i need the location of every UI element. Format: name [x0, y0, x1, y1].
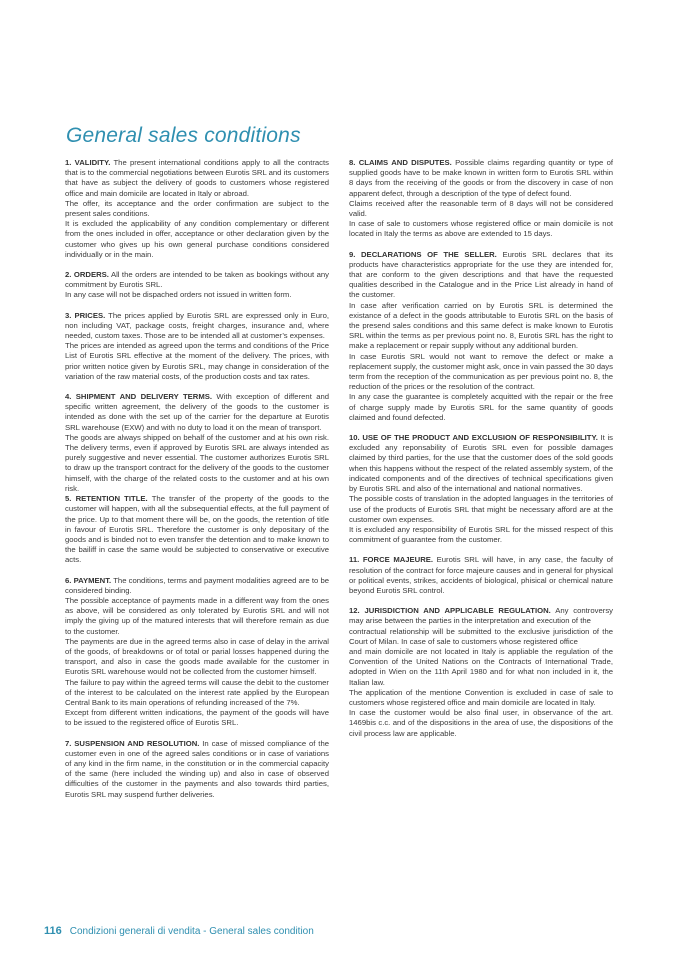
page-number: 116 — [44, 925, 62, 937]
section-orders — [65, 270, 329, 301]
section-use-of-product — [349, 433, 613, 545]
section-title: 12. JURISDICTION AND APPLICABLE REGULATION. — [349, 606, 551, 616]
section-title: 11. FORCE MAJEURE. — [349, 555, 434, 565]
section-text: In any case the guarantee is completely acquitted with the repair or the free of charge supply made by Eurotis SRL for the same quantity of goods claimed and found defected. — [349, 392, 613, 422]
section-text: It is excluded the applicability of any condition complementary or different from the ones included in offer, acceptance or other declaration given by the customer who gives up his own general purchase conditions considered individually or in the main. — [65, 219, 329, 259]
section-title: 1. VALIDITY. — [65, 158, 111, 167]
section-validity — [65, 158, 329, 260]
section-title: 5. RETENTION TITLE. — [65, 494, 148, 504]
section-title: 4. SHIPMENT AND DELIVERY TERMS. — [65, 392, 213, 402]
section-retention-title — [65, 494, 329, 565]
section-text: Any controversy may arise between the parties in the interpretation and execution of the — [349, 606, 614, 626]
section-text: and main domicile are not located in Italy is appliable the regulation of the Convention of the United Nations on the Contracts of International Trade, adopted in Wien on the 11th April 1980 and for what non included in it, the Italian law. — [349, 646, 613, 687]
section-text: With exception of different and specific written agreement, the delivery of the goods to the customer is intended as done with the set up of the carrier for the departure at Eurotis SRL warehouse (EXW) and with no duty to load it on the mean of transport. — [65, 392, 330, 432]
section-text: The payments are due in the agreed terms also in case of delay in the arrival of the goods, of breakdowns or of total or parial losses happened during the transport, and also in case the goods made available for the customer in Eurotis SRL warehouse would not be collected from the customer himself. — [65, 636, 329, 677]
section-suspension — [65, 739, 329, 800]
section-text: In any case will not be dispached orders not issued in written form. — [65, 290, 292, 300]
section-text: The offer, its acceptance and the order confirmation are subject to the present sales conditions. — [65, 198, 329, 219]
section-payment — [65, 576, 329, 729]
section-title: 6. PAYMENT. — [65, 575, 112, 585]
section-claims — [349, 158, 613, 240]
section-title: 7. SUSPENSION AND RESOLUTION. — [65, 738, 200, 748]
section-jurisdiction — [349, 606, 613, 739]
section-force-majeure — [349, 555, 613, 596]
section-text: Possible claims regarding quantity or type of supplied goods have to be make known in written form to Eurotis SRL within 8 days from the receiving of the goods or from the discovery in case of non apparent defect, through a description of the type of defect found. — [349, 158, 613, 198]
section-text: The prices are intended as agreed upon the terms and conditions of the Price List of Eurotis SRL effective at the moment of the delivery. The prices, with prior written notice given by Eurotis SRL, may change in consideration of the variation of the raw material costs, of the production costs and tax rates. — [65, 341, 329, 381]
section-title: 10. USE OF THE PRODUCT AND EXCLUSION OF RESPONSIBILITY. — [349, 433, 598, 443]
section-text: Claims received after the reasonable term of 8 days will not be considered valid. — [349, 198, 613, 219]
section-text: The application of the mentione Convention is excluded in case of sale to customers whose registered office and main domicile are located in Italy. — [349, 687, 613, 707]
section-text: It is excluded any reponsability of Eurotis SRL even for possible damages claimed by third parties, for the use that the customer does of the sold goods when this happens without the respect of the related assembly system, of the indicated components and of the directives of technical specifications given by Eurotis SRL and also of the international and national normatives. — [349, 433, 613, 494]
right-column — [349, 158, 613, 749]
section-text: In case the customer would be also final user, in observance of the art. 1469bis c.c. and of the dispositions in the area of use, the dispositions of the civil process law are applicable. — [349, 708, 613, 738]
footer-text: Condizioni generali di vendita - General sales condition — [69, 926, 314, 937]
section-title: 3. PRICES. — [65, 310, 106, 320]
left-column — [65, 158, 329, 810]
section-text: The transfer of the property of the goods to the customer will happen, with all the subsequential effects, at the full payment of the price. Up to that moment there will be, on the goods, the retention of title in favour of Eurotis SRL. Therefore the customer is only depositary of the goods and is binded not to even transfer the detention and to make known to the bailiff in case the same would be subjected to conservative or executive acts. — [65, 494, 330, 565]
section-text: All the orders are intended to be taken as bookings without any commitment by Eurotis SRL. — [65, 270, 329, 290]
section-text: The present international conditions apply to all the contracts that is to the commercial negotiations between Eurotis SRL and its customers that have as subject the delivery of goods to customers whose registered office and main domicile are located in Italy or abroad. — [65, 158, 329, 198]
section-text: The failure to pay within the agreed terms will cause the debit to the customer of the interest to be calculated on the interest rate applied by the European Central Bank to its main operations of refunding increased of the 7%. — [65, 677, 329, 707]
page-footer — [44, 925, 314, 937]
section-text: In case of sale to customers whose registered office or main domicile is not located in Italy the terms as above are extended to 15 days. — [349, 219, 613, 239]
section-title: 2. ORDERS. — [65, 270, 109, 280]
section-text: The possible costs of translation in the adopted languages in the territories of use of the products of Eurotis SRL that might be necessary afford are at the customer own expenses. — [349, 494, 613, 524]
page-title: General sales conditions — [66, 124, 301, 147]
section-title: 8. CLAIMS AND DISPUTES. — [349, 158, 452, 167]
section-text: contractual relationship will be submitted to the exclusive jurisdiction of the Court of Milan. In case of sale to customers whose registered office — [349, 626, 613, 646]
section-text: The conditions, terms and payment modalities agreed are to be considered binding. — [65, 575, 330, 595]
section-title: 9. DECLARATIONS OF THE SELLER. — [349, 249, 497, 259]
section-shipment — [65, 392, 329, 494]
section-text: The possible acceptance of payments made in a different way from the ones as above, will be considered as only tolerated by Eurotis SRL and will not imply the giving up of the matured interests that will therefore remain as due to the customer. — [65, 595, 329, 636]
section-text: Except from different written indications, the payment of the goods will have to be issued to the registered office of Eurotis SRL. — [65, 708, 329, 728]
section-text: In case after verification carried on by Eurotis SRL is determined the existance of a defect in the goods attributable to Eurotis SRL on the basis of the presend sales conditions and this same defect is make known to Eurotis SRL within the terms as per previous point no. 8, Eurotis SRL has the right to make a replacement or repair supply without any additional burden. — [349, 300, 613, 351]
section-text: Eurotis SRL will have, in any case, the faculty of resolution of the contract for force majeure causes and in general for physical or political events, strikes, accidents of biological, phisical or chemical nature beyond Eurotis SRL control. — [349, 555, 614, 595]
section-text: The prices applied by Eurotis SRL are expressed only in Euro, non including VAT, package costs, freight charges, insurance and, where needed, custom taxes. Those are to be intended all at customer’s expenses. — [65, 310, 329, 341]
section-text: In case of missed compliance of the customer even in one of the agreed sales conditions or in case of variations of any kind in the firm name, in the constitution or in the commercial capacity of the same (here included the winding up) and also in case of observed difficulties of the customer in the payments and also towards third parties, Eurotis SRL may suspend further deliveries. — [65, 738, 329, 799]
section-text: Eurotis SRL declares that its products have characteristics appropriate for the use they are intended for, that are conform to the given descriptions and that have the requested qualities described in the Catalogue and in the Price List already in hand of the customer. — [349, 249, 613, 300]
section-text: It is excluded any responsibility of Eurotis SRL for the missed respect of this commitment of guarantee from the customer. — [349, 524, 613, 545]
section-text: In case Eurotis SRL would not want to remove the defect or make a replacement supply, the customer might ask, once in vain passed the 30 days term from the reception of the communication as per previous point no. 8, the reduction of the prices or the resolution of the contract. — [349, 351, 613, 392]
section-text: The goods are always shipped on behalf of the customer and at his own risk. The delivery terms, even if approved by Eurotis SRL are always intended as purely suggestive and never essential. The customer authorizes Eurotis SRL to draw up the transport contract for the delivery of the goods to the customer himself, with the charge of the related costs to the customer and at his own risk. — [65, 432, 329, 493]
section-declarations — [349, 250, 613, 423]
section-prices — [65, 311, 329, 382]
